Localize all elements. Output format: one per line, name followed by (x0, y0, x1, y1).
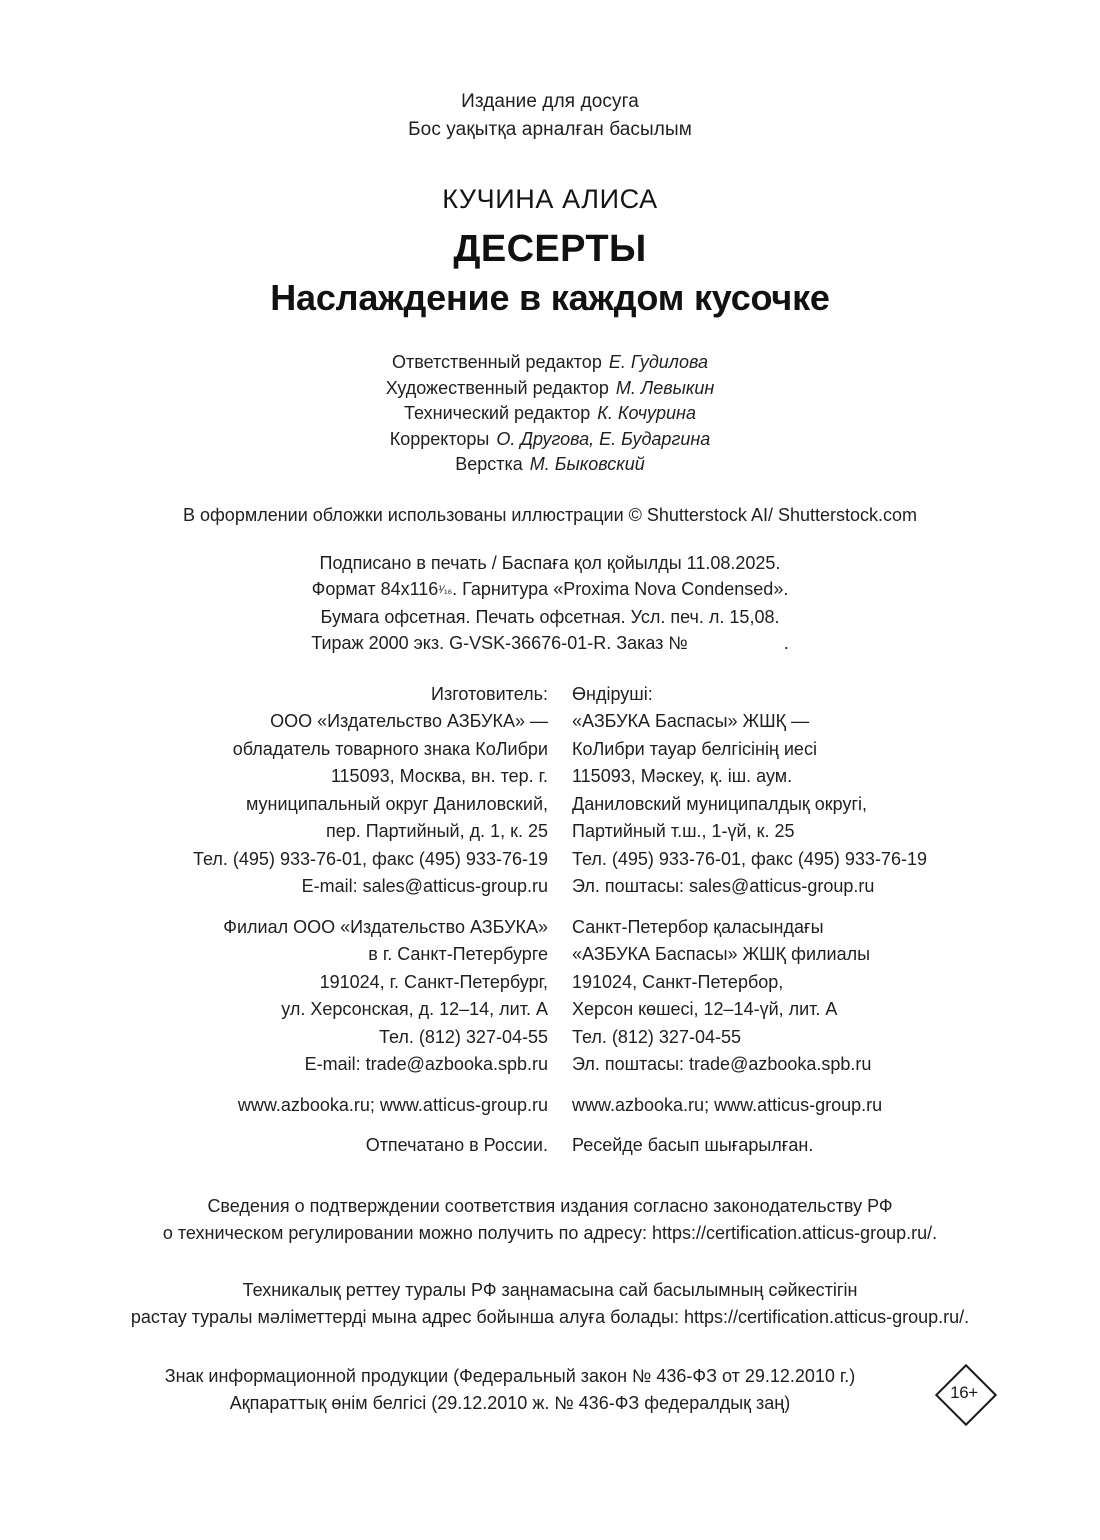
print-run-prefix: Тираж 2000 экз. G-VSK-36676-01-R. Заказ № (311, 633, 688, 653)
branch-kk-line: «АЗБУКА Баспасы» ЖШҚ филиалы (572, 944, 871, 964)
credit-row (0, 376, 1100, 402)
printed-in-ru: Отпечатано в России. (365, 1135, 548, 1155)
spacer (0, 1079, 548, 1092)
format-prefix: Формат 84x116 (311, 579, 439, 599)
printed-in-kk: Ресейде басып шығарылған. (572, 1135, 814, 1155)
branch-ru-line: Филиал ООО «Издательство АЗБУКА» (223, 916, 548, 937)
credit-name: Е. Гудилова (608, 352, 708, 372)
age-rating-kk: Ақпараттық өнім белгісі (29.12.2010 ж. № 436-ФЗ федералдық заң) (229, 1392, 791, 1413)
manufacturer-ru-email: E-mail: sales@atticus-group.ru (301, 876, 548, 896)
spacer (572, 1079, 1100, 1092)
printed-in-block (0, 1132, 1100, 1160)
manufacturer-ru-line: обладатель товарного знака КоЛибри (232, 738, 548, 759)
age-rating-ru: Знак информационной продукции (Федеральный закон № 436-ФЗ от 29.12.2010 г.) (164, 1365, 856, 1386)
manufacturer-ru-line: ООО «Издательство АЗБУКА» — (270, 711, 548, 731)
credit-name: М. Левыкин (615, 377, 715, 398)
certification-kk-line2: растау туралы мәліметтерді мына адрес бойынша алуға болады: https://certification.atticus-group.ru/. (130, 1306, 970, 1327)
credit-role: Художественный редактор (385, 377, 609, 398)
manufacturer-kk-column (560, 681, 1100, 901)
age-rating-block (0, 1363, 1100, 1417)
manufacturer-ru-line: Изготовитель: (431, 683, 548, 704)
credit-role: Технический редактор (404, 403, 591, 423)
certification-ru-line1: Сведения о подтверждении соответствия издания согласно законодательству РФ (207, 1195, 893, 1216)
credit-role: Ответственный редактор (392, 352, 602, 372)
branch-kk-email: Эл. поштасы: trade@azbooka.spb.ru (572, 1054, 872, 1074)
manufacturer-ru-line: муниципальный округ Даниловский, (245, 793, 548, 814)
website-kk: www.azbooka.ru; www.atticus-group.ru (572, 1094, 883, 1115)
credit-name: О. Другова, Е. Бударгина (496, 428, 711, 449)
series-line-ru: Издание для досуга (461, 91, 639, 112)
credit-row (0, 452, 1100, 478)
certification-ru (0, 1193, 1100, 1247)
manufacturer-ru-column (0, 681, 560, 901)
credits-list (0, 350, 1100, 478)
credit-role: Верстка (455, 454, 523, 474)
cover-illustration-credit: В оформлении обложки использованы иллюстрации © Shutterstock AI/ Shutterstock.com (182, 504, 918, 525)
branch-ru-email: E-mail: trade@azbooka.spb.ru (304, 1054, 548, 1074)
manufacturer-kk-line: 115093, Мәскеу, қ. іш. аум. (572, 766, 793, 786)
branch-ru-line: в г. Санкт-Петербурге (368, 944, 548, 964)
book-title: ДЕСЕРТЫ (453, 228, 647, 270)
book-subtitle: Наслаждение в каждом кусочке (270, 277, 830, 318)
manufacturer-kk-phone: Тел. (495) 933-76-01, факс (495) 933-76-19 (572, 848, 927, 869)
print-run-suffix: . (783, 633, 789, 653)
imprint-print-run (0, 630, 1100, 657)
manufacturer-kk-email: Эл. поштасы: sales@atticus-group.ru (572, 876, 875, 896)
manufacturer-kk-line: Даниловский муниципалдық округі, (572, 793, 868, 814)
credit-name: М. Быковский (529, 454, 645, 474)
website-ru: www.azbooka.ru; www.atticus-group.ru (237, 1094, 548, 1115)
page-header (0, 0, 1100, 320)
age-rating-value: 16+ (950, 1382, 978, 1402)
manufacturer-ru-phone: Тел. (495) 933-76-01, факс (495) 933-76-19 (193, 848, 548, 869)
manufacturer-ru-line: пер. Партийный, д. 1, к. 25 (325, 821, 548, 841)
branch-ru-column (0, 914, 560, 1120)
branch-ru-line: ул. Херсонская, д. 12–14, лит. А (281, 999, 548, 1019)
credit-row (0, 350, 1100, 376)
manufacturer-kk-line: Өндіруші: (572, 683, 653, 704)
format-suffix: . Гарнитура «Proxima Nova Condensed». (452, 579, 789, 599)
credit-name: К. Кочурина (597, 403, 696, 423)
branch-kk-line: Санкт-Петербор қаласындағы (572, 916, 824, 937)
branch-kk-line: 191024, Санкт-Петербор, (572, 971, 784, 992)
branch-kk-line: Херсон көшесі, 12–14-үй, лит. А (572, 999, 838, 1019)
certification-kk-line1: Техникалық реттеу туралы РФ заңнамасына сай басылымның сәйкестігін (242, 1279, 858, 1300)
manufacturer-ru-line: 115093, Москва, вн. тер. г. (330, 766, 548, 786)
certification-kk (0, 1277, 1100, 1331)
manufacturer-block (0, 681, 1100, 901)
branch-ru-line: 191024, г. Санкт-Петербург, (319, 971, 548, 992)
author-name: КУЧИНА АЛИСА (442, 184, 658, 214)
manufacturer-kk-line: Партийный т.ш., 1-үй, к. 25 (572, 821, 795, 841)
series-line-kk: Бос уақытқа арналған басылым (408, 119, 692, 140)
imprint-details (0, 550, 1100, 657)
imprint-paper: Бумага офсетная. Печать офсетная. Усл. печ. л. 15,08. (320, 606, 780, 627)
manufacturer-kk-line: «АЗБУКА Баспасы» ЖШҚ — (572, 711, 810, 731)
format-fraction: ¹⁄₁₆ (438, 584, 453, 596)
imprint-format (0, 576, 1100, 604)
branch-ru-phone: Тел. (812) 327-04-55 (379, 1026, 548, 1047)
credit-row (0, 427, 1100, 453)
age-rating-mark (936, 1365, 992, 1421)
branch-kk-phone: Тел. (812) 327-04-55 (572, 1026, 741, 1047)
manufacturer-kk-line: КоЛибри тауар белгісінің иесі (572, 738, 817, 759)
branch-kk-column (560, 914, 1100, 1120)
branch-block (0, 914, 1100, 1120)
imprint-signed-date: Подписано в печать / Баспаға қол қойылды 11.08.2025. (319, 552, 781, 573)
certification-ru-line2: о техническом регулировании можно получить по адресу: https://certification.atticus-group.ru/. (162, 1222, 938, 1243)
credit-role: Корректоры (389, 428, 490, 449)
credit-row (0, 401, 1100, 427)
